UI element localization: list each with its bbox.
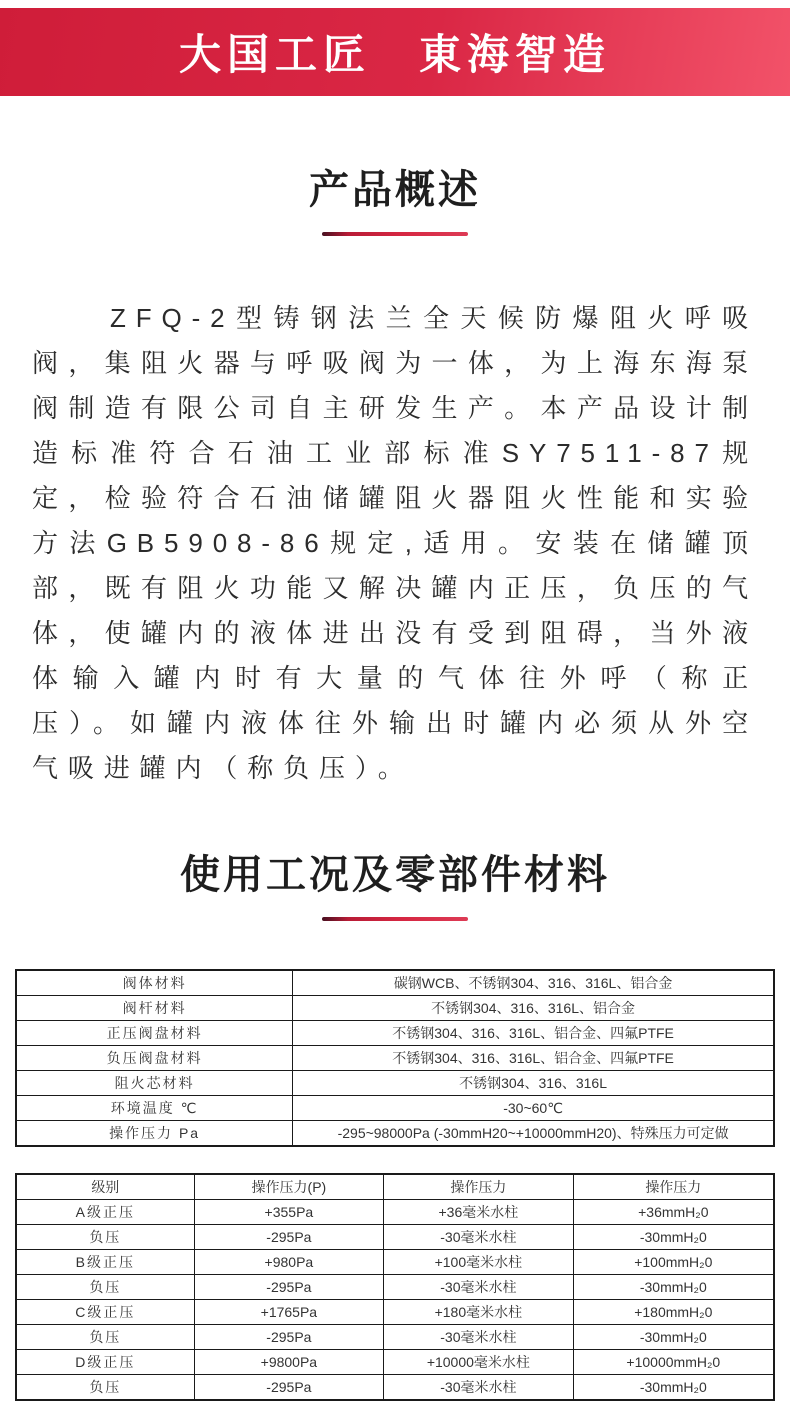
pressure-mm-cell: +180毫米水柱 [384, 1300, 574, 1325]
level-cell: 负压 [16, 1375, 194, 1401]
overview-section [0, 166, 790, 791]
materials-table [15, 969, 775, 1147]
pressure-mm-cell: +100毫米水柱 [384, 1250, 574, 1275]
level-cell: 负压 [16, 1275, 194, 1300]
materials-title-underline [322, 917, 468, 921]
pressure-mmh2o-cell: -30mmH₂0 [573, 1325, 774, 1350]
material-value: 不锈钢304、316、316L、铝合金 [293, 996, 774, 1021]
level-cell: C级正压 [16, 1300, 194, 1325]
pressure-mm-cell: +36毫米水柱 [384, 1200, 574, 1225]
material-label: 阀体材料 [16, 970, 293, 996]
table-row [16, 1096, 774, 1121]
material-label: 环境温度 ℃ [16, 1096, 293, 1121]
pressure-pa-cell: +9800Pa [194, 1350, 384, 1375]
table-row [16, 1375, 774, 1401]
table-row [16, 1200, 774, 1225]
pressure-pa-cell: +1765Pa [194, 1300, 384, 1325]
material-label: 阀杆材料 [16, 996, 293, 1021]
material-label: 负压阀盘材料 [16, 1046, 293, 1071]
table-row [16, 1325, 774, 1350]
pressure-mmh2o-cell: +180mmH₂0 [573, 1300, 774, 1325]
table-row [16, 1121, 774, 1147]
level-cell: D级正压 [16, 1350, 194, 1375]
pressure-mmh2o-cell: +36mmH₂0 [573, 1200, 774, 1225]
material-value: 不锈钢304、316、316L、铝合金、四氟PTFE [293, 1021, 774, 1046]
column-header: 操作压力 [384, 1174, 574, 1200]
level-cell: 负压 [16, 1325, 194, 1350]
pressure-pa-cell: -295Pa [194, 1325, 384, 1350]
table-row [16, 1250, 774, 1275]
column-header: 操作压力 [573, 1174, 774, 1200]
material-value: 不锈钢304、316、316L、铝合金、四氟PTFE [293, 1046, 774, 1071]
pressure-mmh2o-cell: -30mmH₂0 [573, 1275, 774, 1300]
pressure-mmh2o-cell: -30mmH₂0 [573, 1375, 774, 1401]
pressure-table [15, 1173, 775, 1401]
pressure-mm-cell: -30毫米水柱 [384, 1325, 574, 1350]
level-cell: B级正压 [16, 1250, 194, 1275]
table-row [16, 1071, 774, 1096]
table-row [16, 1350, 774, 1375]
overview-title-underline [322, 232, 468, 236]
header-banner [0, 8, 790, 96]
table-row [16, 970, 774, 996]
material-value: 碳钢WCB、不锈钢304、316、316L、铝合金 [293, 970, 774, 996]
material-label: 阻火芯材料 [16, 1071, 293, 1096]
column-header: 操作压力(P) [194, 1174, 384, 1200]
table-row [16, 1300, 774, 1325]
banner-title: 大国工匠 東海智造 [178, 31, 611, 78]
table-row [16, 1275, 774, 1300]
pressure-pa-cell: +980Pa [194, 1250, 384, 1275]
pressure-mmh2o-cell: -30mmH₂0 [573, 1225, 774, 1250]
material-value: -295~98000Pa (-30mmH20~+10000mmH20)、特殊压力可定做 [293, 1121, 774, 1147]
pressure-pa-cell: -295Pa [194, 1275, 384, 1300]
material-label: 正压阀盘材料 [16, 1021, 293, 1046]
pressure-mm-cell: -30毫米水柱 [384, 1375, 574, 1401]
pressure-mmh2o-cell: +100mmH₂0 [573, 1250, 774, 1275]
level-cell: A级正压 [16, 1200, 194, 1225]
overview-title: 产品概述 [309, 168, 481, 212]
table-row [16, 996, 774, 1021]
material-value: 不锈钢304、316、316L [293, 1071, 774, 1096]
materials-title: 使用工况及零部件材料 [180, 853, 610, 897]
pressure-pa-cell: -295Pa [194, 1375, 384, 1401]
pressure-mmh2o-cell: +10000mmH₂0 [573, 1350, 774, 1375]
material-value: -30~60℃ [293, 1096, 774, 1121]
table-row [16, 1225, 774, 1250]
pressure-mm-cell: -30毫米水柱 [384, 1225, 574, 1250]
level-cell: 负压 [16, 1225, 194, 1250]
pressure-pa-cell: -295Pa [194, 1225, 384, 1250]
overview-paragraph: ZFQ-2型铸钢法兰全天候防爆阻火呼吸阀，集阻火器与呼吸阀为一体，为上海东海泵阀制造有限公司自主研发生产。本产品设计制造标准符合石油工业部标准SY7511-87规定，检验符合石油储罐阻火器阻火性能和实验方法GB5908-86规定,适用。安装在储罐顶部，既有阻火功能又解决罐内正压，负压的气体，使罐内的液体进出没有受到阻碍，当外液体输入罐内时有大量的气体往外呼（称正压）。如罐内液体往外输出时罐内必须从外空气吸进罐内（称负压）。 [32, 303, 758, 783]
pressure-pa-cell: +355Pa [194, 1200, 384, 1225]
materials-section [0, 851, 790, 1401]
pressure-mm-cell: -30毫米水柱 [384, 1275, 574, 1300]
table-header-row [16, 1174, 774, 1200]
pressure-mm-cell: +10000毫米水柱 [384, 1350, 574, 1375]
material-label: 操作压力 Pa [16, 1121, 293, 1147]
table-row [16, 1021, 774, 1046]
column-header: 级别 [16, 1174, 194, 1200]
table-row [16, 1046, 774, 1071]
